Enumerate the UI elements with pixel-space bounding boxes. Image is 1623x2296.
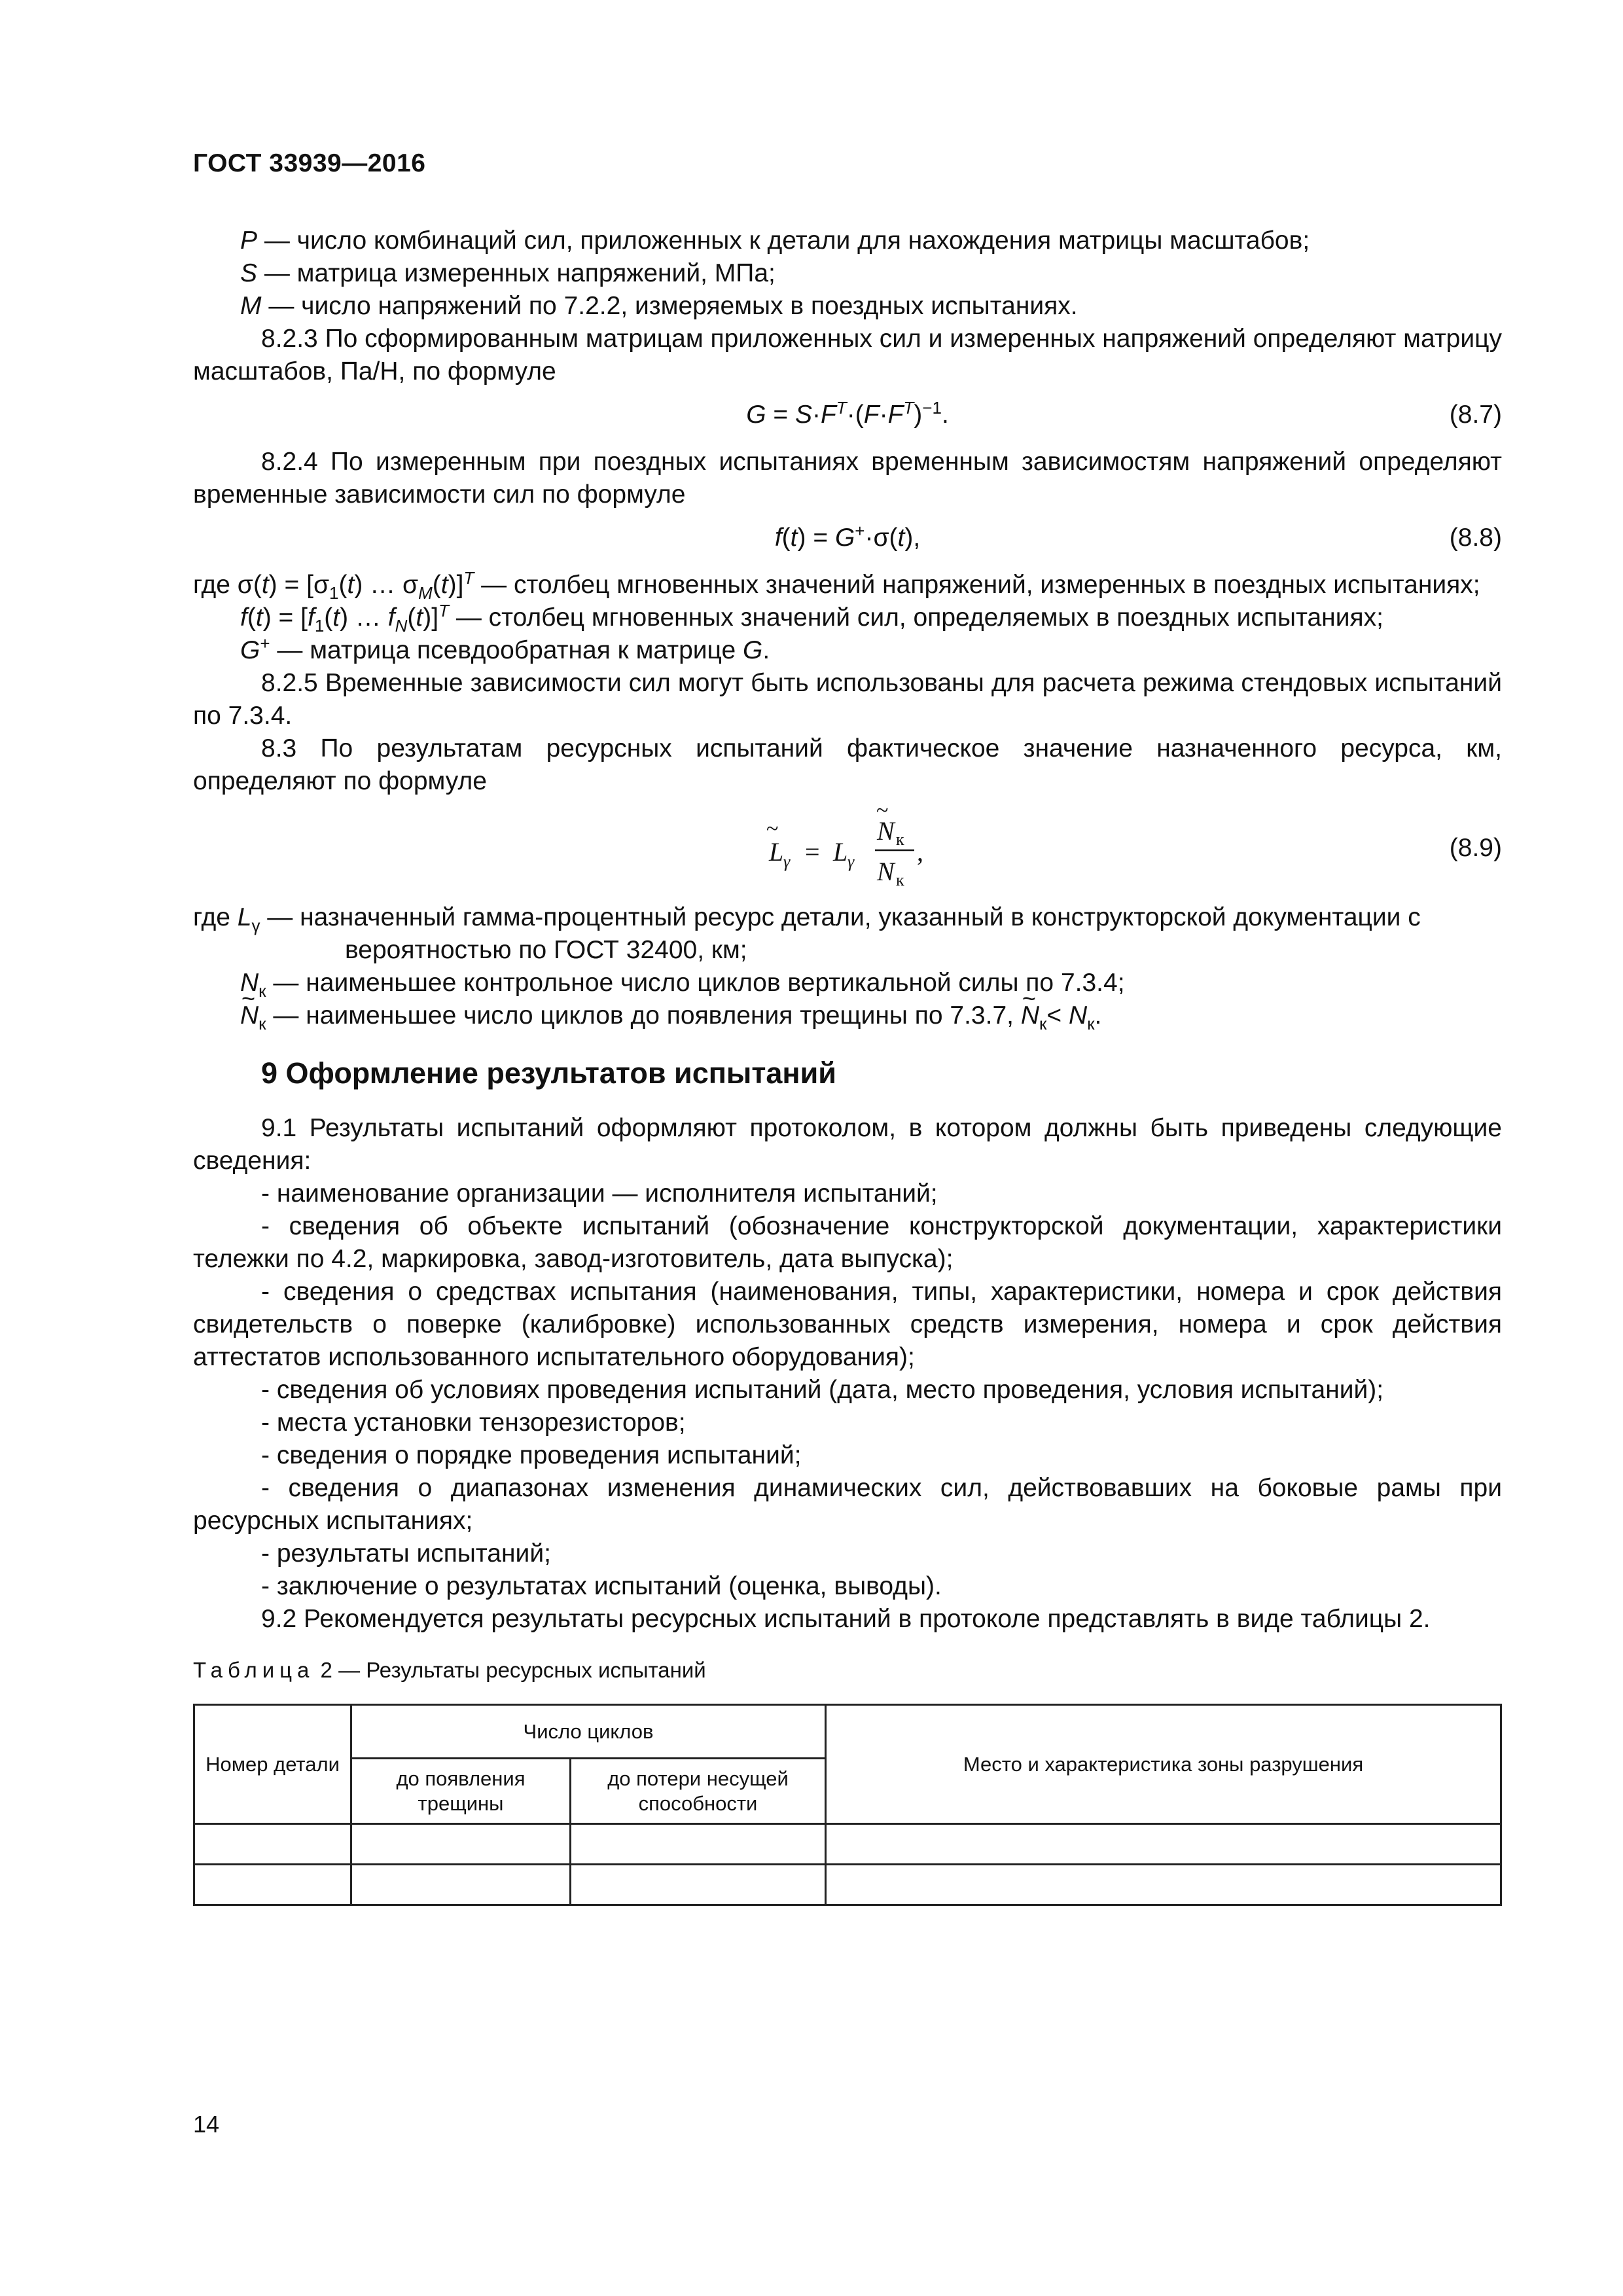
definition-p: P — число комбинаций сил, приложенных к детали для нахождения матрицы масштабов; bbox=[240, 226, 1310, 255]
formula-8-7-number: (8.7) bbox=[1449, 401, 1502, 429]
table-cell bbox=[826, 1865, 1501, 1905]
svg-text:=: = bbox=[805, 837, 820, 867]
header-to-loss: до потери несущей способности bbox=[571, 1759, 826, 1824]
list-item: - сведения об объекте испытаний (обозначение конструкторской документации, характеристики тележки по 4.2, маркировка, завод-изготовитель, дата выпуска); bbox=[193, 1212, 1502, 1273]
document-code: ГОСТ 33939—2016 bbox=[193, 149, 426, 177]
table-cell bbox=[826, 1824, 1501, 1865]
table-row bbox=[194, 1824, 1501, 1865]
where-n-k-tilde: ~ $N_к$ — наименьшее число циклов до появления трещины по 7.3.7, ~ $N_к< N_к$. bbox=[193, 999, 1502, 1032]
header-failure-zone: Место и характеристика зоны разрушения bbox=[826, 1705, 1501, 1824]
svg-text:к: к bbox=[896, 870, 904, 889]
list-item: - сведения об условиях проведения испытаний (дата, место проведения, условия испытаний); bbox=[261, 1376, 1384, 1404]
table-cell bbox=[571, 1824, 826, 1865]
svg-text:N: N bbox=[877, 857, 895, 886]
header-to-crack: до появления трещины bbox=[351, 1759, 571, 1824]
formula-8-8-expression: f(t) = G+·σ(t), bbox=[774, 521, 921, 552]
paragraph-8-2-4: 8.2.4 По измеренным при поездных испытаниях временным зависимостям напряжений определяют временные зависимости сил по формуле bbox=[193, 448, 1502, 509]
page-body bbox=[193, 224, 1502, 1906]
paragraph-8-2-5: 8.2.5 Временные зависимости сил могут быть использованы для расчета режима стендовых испытаний по 7.3.4. bbox=[193, 669, 1502, 730]
svg-text:~: ~ bbox=[876, 803, 889, 823]
table-cell bbox=[351, 1865, 571, 1905]
table-2-caption: Таблица 2 — Результаты ресурсных испытаний bbox=[193, 1658, 706, 1682]
where-gplus: G+ — матрица псевдообратная к матрице G. bbox=[240, 634, 770, 664]
list-item: - наименование организации — исполнителя испытаний; bbox=[261, 1179, 938, 1208]
svg-text:N: N bbox=[877, 816, 895, 846]
paragraph-8-2-3: 8.2.3 По сформированным матрицам приложенных сил и измеренных напряжений определяют матрицу масштабов, Па/Н, по формуле bbox=[193, 325, 1502, 386]
formula-8-9-expression bbox=[723, 803, 998, 895]
list-item: - места установки тензорезисторов; bbox=[261, 1408, 686, 1437]
list-item: - результаты испытаний; bbox=[261, 1539, 551, 1568]
formula-8-9-number: (8.9) bbox=[1449, 834, 1502, 862]
where-sigma: где $\sigma(t) = [\sigma_1(t)$ … $\sigma_M(t)]^T$ — столбец мгновенных значений напряжений, измеренных в поездных испытаниях; bbox=[193, 568, 1480, 603]
table-2 bbox=[193, 1704, 1502, 1906]
svg-text:γ: γ bbox=[847, 852, 855, 871]
definition-m: M — число напряжений по 7.2.2, измеряемых в поездных испытаниях. bbox=[240, 292, 1078, 320]
where-n-k: $N_к$ — наименьшее контрольное число циклов вертикальной силы по 7.3.4; bbox=[240, 969, 1125, 1001]
page-number: 14 bbox=[193, 2111, 220, 2138]
header-part-number: Номер детали bbox=[194, 1705, 351, 1824]
table-row bbox=[194, 1865, 1501, 1905]
list-item: - сведения о диапазонах изменения динамических сил, действовавших на боковые рамы при ресурсных испытаниях; bbox=[193, 1474, 1502, 1535]
formula-8-8-number: (8.8) bbox=[1449, 524, 1502, 552]
formula-8-8 bbox=[193, 518, 1502, 561]
list-item: - сведения о средствах испытания (наименования, типы, характеристики, номера и срок действия свидетельств о поверке (калибровке) использованных средств измерения, номера и срок действия аттестатов использованного испытательного оборудования); bbox=[193, 1278, 1502, 1371]
svg-text:~: ~ bbox=[766, 817, 779, 841]
list-item: - сведения о порядке проведения испытаний; bbox=[261, 1441, 802, 1469]
formula-8-7-expression: $G = S\cdot F^T\cdot(F\cdot F^T)^{-1}$. bbox=[746, 398, 949, 429]
svg-text:L: L bbox=[769, 837, 784, 867]
definition-s: S — матрица измеренных напряжений, МПа; bbox=[240, 259, 776, 287]
svg-text:γ: γ bbox=[783, 852, 791, 871]
paragraph-9-1: 9.1 Результаты испытаний оформляют протоколом, в котором должны быть приведены следующие сведения: bbox=[193, 1114, 1502, 1175]
svg-text:к: к bbox=[896, 830, 904, 849]
formula-8-9 bbox=[193, 803, 1502, 895]
paragraph-9-2: 9.2 Рекомендуется результаты ресурсных испытаний в протоколе представлять в виде таблицы 2. bbox=[261, 1605, 1431, 1633]
section-9-heading: 9 Оформление результатов испытаний bbox=[261, 1056, 836, 1090]
table-cell bbox=[351, 1824, 571, 1865]
svg-text:L: L bbox=[833, 837, 848, 867]
formula-8-7 bbox=[193, 395, 1502, 438]
paragraph-8-3: 8.3 По результатам ресурсных испытаний фактическое значение назначенного ресурса, км, определяют по формуле bbox=[193, 734, 1502, 795]
header-cycles: Число циклов bbox=[351, 1705, 826, 1759]
table-cell bbox=[194, 1865, 351, 1905]
table-cell bbox=[194, 1824, 351, 1865]
table-cell bbox=[571, 1865, 826, 1905]
svg-text:,: , bbox=[917, 837, 923, 867]
list-item: - заключение о результатах испытаний (оценка, выводы). bbox=[261, 1572, 942, 1600]
where-f: $f(t) = [f_1(t)$ … $f_N(t)]^T$ — столбец мгновенных значений сил, определяемых в поездных испытаниях; bbox=[240, 601, 1383, 636]
where-l-gamma: где $L_\gamma$ — назначенный гамма-процентный ресурс детали, указанный в конструкторской документации с вероятностью по ГОСТ 32400, км; bbox=[193, 903, 1421, 964]
